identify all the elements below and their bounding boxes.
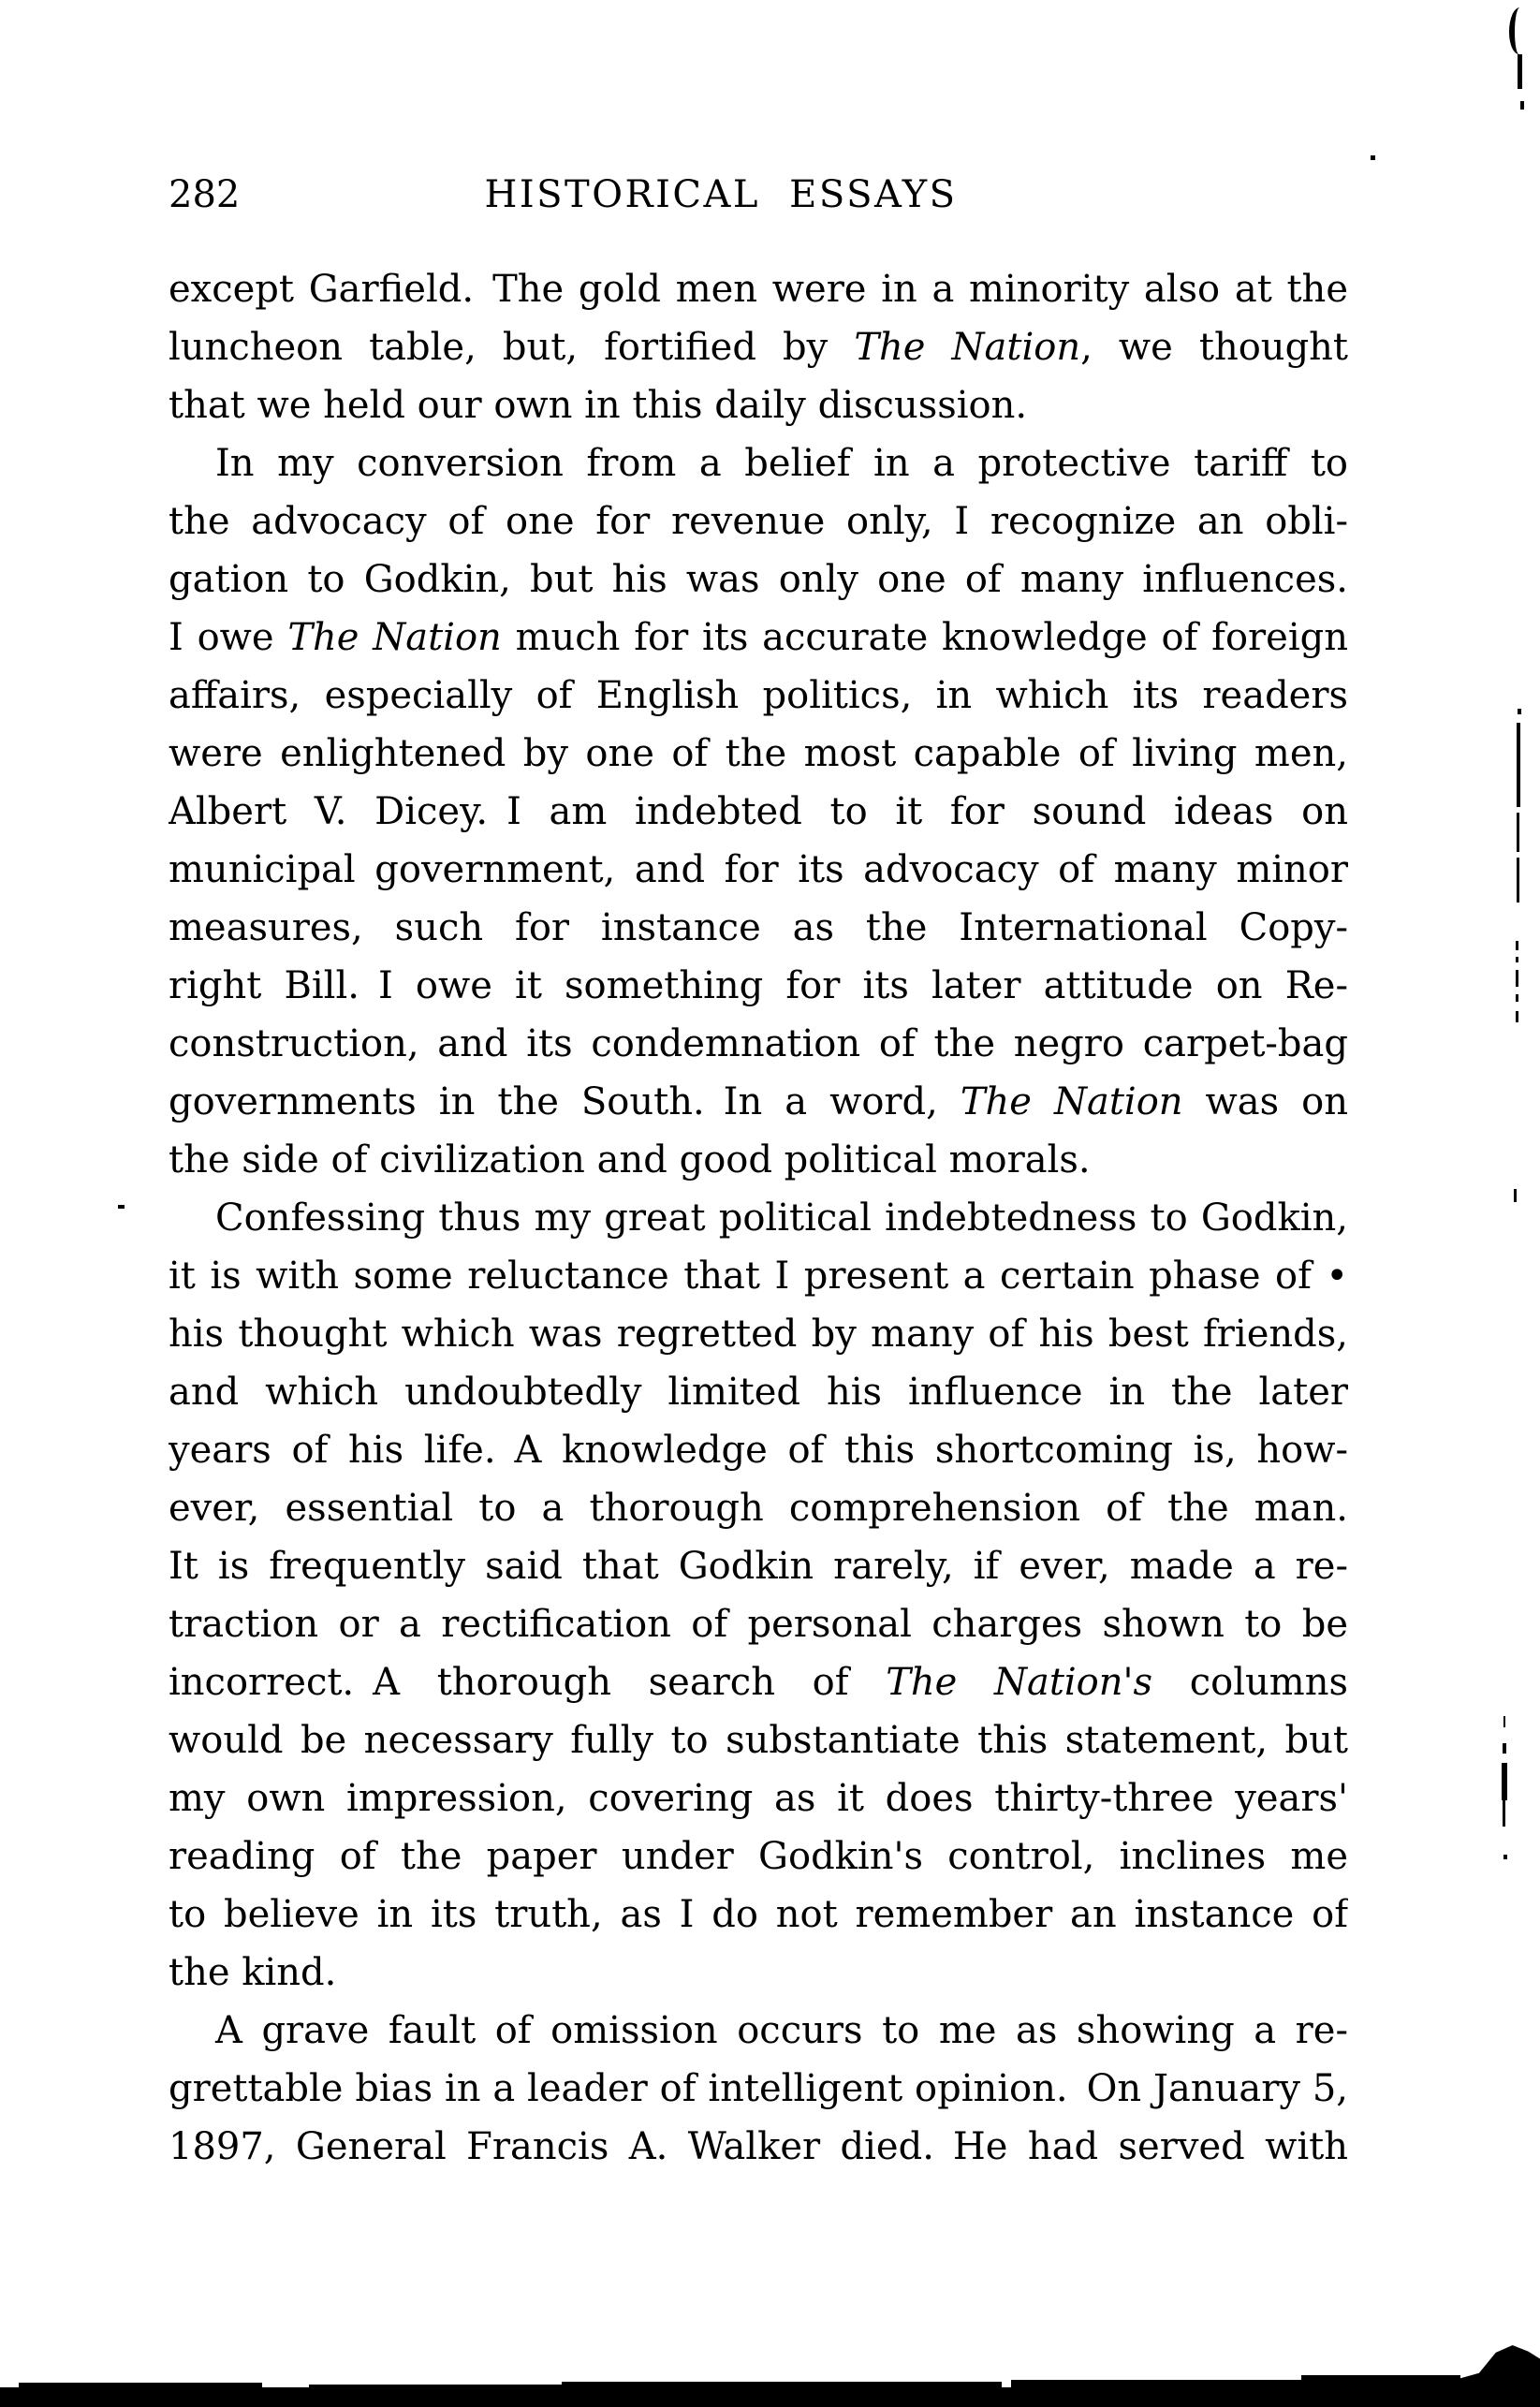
body-text: my own impression, covering as it does thirty-three years': [169, 1777, 1348, 1820]
body-text: columns: [1152, 1661, 1348, 1704]
body-text: it is with some reluctance that I present a certain phase of: [169, 1255, 1312, 1298]
italic-text: The Nation: [287, 616, 502, 659]
body-text: right Bill. I owe it something for its later attitude on Re-: [169, 964, 1348, 1007]
text-line: [169, 1827, 1348, 1886]
scan-artifact: [118, 1205, 125, 1209]
text-line: [169, 1653, 1348, 1711]
text-line: [169, 1131, 1348, 1189]
text-line: [169, 1363, 1348, 1421]
text-line: [169, 434, 1348, 492]
scan-artifact: [1502, 1763, 1507, 1800]
body-text: measures, such for instance as the International Copy-: [169, 906, 1348, 949]
italic-text: The Nation: [854, 326, 1081, 369]
scan-artifact: [1516, 957, 1518, 962]
body-text: the kind.: [169, 1951, 337, 1994]
running-title: HISTORICAL ESSAYS: [484, 173, 958, 216]
body-text: affairs, especially of English politics, in which its readers: [169, 674, 1348, 717]
body-text: years of his life. A knowledge of this shortcoming is, how-: [169, 1429, 1348, 1472]
text-line: [169, 376, 1348, 434]
text-line: [169, 1247, 1348, 1305]
scan-artifact: [1509, 7, 1530, 54]
text-line: [169, 1769, 1348, 1827]
text-line: [169, 1015, 1348, 1073]
body-text: construction, and its condemnation of the negro carpet-bag: [169, 1022, 1348, 1065]
text-line: [169, 1421, 1348, 1479]
page-body: [169, 260, 1348, 2176]
text-line: [169, 2002, 1348, 2060]
body-text: luncheon table, but, fortified by: [169, 326, 855, 369]
text-line: [169, 550, 1348, 609]
scan-artifact: [1517, 723, 1520, 807]
italic-text: The Nation's: [886, 1661, 1153, 1704]
body-text: and which undoubtedly limited his influence in the later: [169, 1371, 1348, 1414]
text-line: [169, 1537, 1348, 1595]
text-line: [169, 783, 1348, 841]
text-line: [169, 1595, 1348, 1653]
scan-bottom-bar: [0, 2387, 1540, 2407]
scan-artifact: [1503, 1716, 1505, 1727]
body-text: reading of the paper under Godkin's control, inclines me: [169, 1835, 1348, 1878]
scan-artifact: [1503, 1743, 1506, 1754]
text-line: [169, 725, 1348, 783]
body-text: to believe in its truth, as I do not remember an instance of: [169, 1893, 1348, 1936]
text-line: [169, 609, 1348, 667]
body-text: governments in the South. In a word,: [169, 1080, 961, 1123]
body-text: •: [1311, 1255, 1348, 1298]
scan-bottom-bar: [562, 2382, 1002, 2390]
body-text: In my conversion from a belief in a protective tariff to: [215, 442, 1348, 485]
scan-artifact: [1503, 1855, 1507, 1859]
text-line: [169, 1711, 1348, 1769]
text-line: [169, 1189, 1348, 1247]
body-text: I owe: [169, 616, 288, 659]
body-text: the advocacy of one for revenue only, I recognize an obli-: [169, 500, 1348, 543]
scan-bottom-bar: [1011, 2380, 1301, 2390]
scan-artifact: [1516, 941, 1518, 950]
scan-bottom-bar: [1301, 2375, 1460, 2390]
body-text: except Garfield. The gold men were in a minority also at the: [169, 268, 1348, 311]
body-text: incorrect. A thorough search of: [169, 1661, 887, 1704]
body-text: much for its accurate knowledge of foreign: [501, 616, 1348, 659]
body-text: Albert V. Dicey. I am indebted to it for sound ideas on: [169, 790, 1348, 833]
body-text: , we thought: [1080, 326, 1348, 369]
scan-artifact: [1517, 858, 1519, 903]
body-text: A grave fault of omission occurs to me as showing a re-: [215, 2009, 1348, 2052]
scan-artifact: [1516, 970, 1518, 987]
text-line: [169, 1944, 1348, 2002]
body-text: was on: [1182, 1080, 1348, 1123]
body-text: that we held our own in this daily discussion.: [169, 384, 1028, 427]
text-line: [169, 318, 1348, 376]
text-line: [169, 1073, 1348, 1131]
scan-bottom-bar: [19, 2383, 262, 2390]
body-text: gation to Godkin, but his was only one of many influences.: [169, 558, 1348, 601]
scan-artifact: [1520, 101, 1524, 110]
text-line: [169, 899, 1348, 957]
scan-artifact: [1371, 155, 1375, 160]
text-line: [169, 1479, 1348, 1537]
scan-artifact: [1517, 813, 1519, 852]
scan-artifact: [1518, 54, 1522, 89]
body-text: would be necessary fully to substantiate this statement, but: [169, 1719, 1348, 1762]
italic-text: The Nation: [960, 1080, 1183, 1123]
text-line: [169, 1886, 1348, 1944]
body-text: It is frequently said that Godkin rarely, if ever, made a re-: [169, 1545, 1348, 1588]
scan-artifact: [1516, 1011, 1518, 1022]
text-line: [169, 841, 1348, 899]
text-line: [169, 2118, 1348, 2176]
body-text: municipal government, and for its advocacy of many minor: [169, 848, 1348, 891]
text-line: [169, 957, 1348, 1015]
page-number: 282: [169, 173, 241, 216]
text-line: [169, 1305, 1348, 1363]
scan-artifact: [1503, 1800, 1505, 1827]
scan-artifact: [1518, 709, 1521, 714]
body-text: traction or a rectification of personal charges shown to be: [169, 1603, 1348, 1646]
text-line: [169, 667, 1348, 725]
text-line: [169, 260, 1348, 318]
scan-artifact: [1516, 994, 1518, 1002]
body-text: Confessing thus my great political indebtedness to Godkin,: [215, 1196, 1348, 1240]
body-text: 1897, General Francis A. Walker died. He had served with: [169, 2125, 1348, 2168]
body-text: the side of civilization and good political morals.: [169, 1138, 1091, 1181]
text-line: [169, 492, 1348, 550]
body-text: ever, essential to a thorough comprehension of the man.: [169, 1487, 1348, 1530]
body-text: grettable bias in a leader of intelligent opinion. On January 5,: [169, 2067, 1348, 2110]
body-text: were enlightened by one of the most capable of living men,: [169, 732, 1348, 775]
page-header: [169, 173, 1348, 216]
body-text: his thought which was regretted by many of his best friends,: [169, 1313, 1348, 1356]
scan-artifact: [1514, 1189, 1517, 1202]
text-line: [169, 2060, 1348, 2118]
